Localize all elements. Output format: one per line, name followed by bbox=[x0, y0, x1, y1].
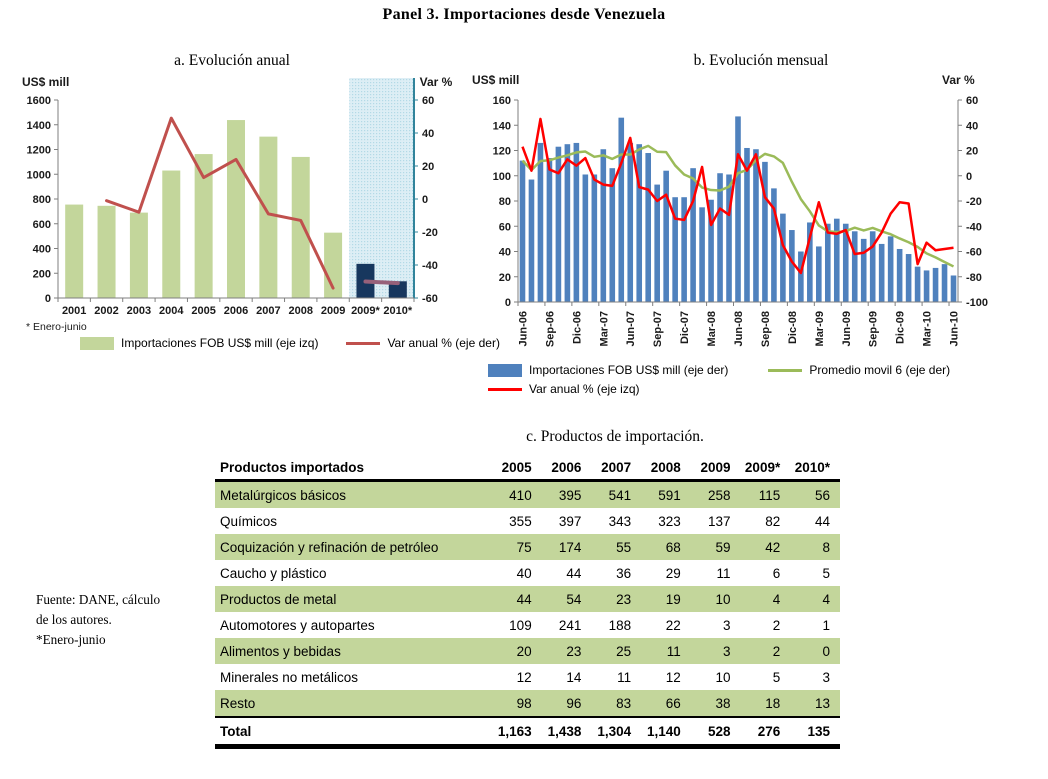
products-table-body bbox=[215, 481, 840, 747]
svg-text:2006: 2006 bbox=[223, 305, 249, 317]
svg-text:20: 20 bbox=[498, 271, 511, 284]
svg-text:60: 60 bbox=[966, 95, 979, 107]
value-cell: 6 bbox=[772, 565, 781, 581]
value-cell: 5 bbox=[822, 565, 830, 581]
svg-text:Jun-10: Jun-10 bbox=[948, 311, 961, 347]
value-cell: 96 bbox=[566, 695, 582, 711]
svg-text:Jun-06: Jun-06 bbox=[517, 311, 530, 347]
value-cell: 528 bbox=[691, 717, 741, 747]
value-cell: 174 bbox=[558, 539, 582, 555]
value-cell: 115 bbox=[758, 487, 781, 503]
svg-text:Dic-08: Dic-08 bbox=[786, 311, 799, 345]
svg-text:-20: -20 bbox=[966, 196, 982, 208]
value-cell: 137 bbox=[707, 513, 731, 529]
legend-label: Var anual % (eje der) bbox=[387, 336, 500, 350]
svg-text:-100: -100 bbox=[966, 297, 989, 309]
svg-text:2010*: 2010* bbox=[383, 305, 413, 317]
product-name-cell: Total bbox=[215, 717, 492, 747]
table-header-cell: 2009* bbox=[741, 456, 791, 481]
svg-text:60: 60 bbox=[498, 221, 511, 234]
value-cell: 1,438 bbox=[542, 717, 592, 747]
value-cell: 40 bbox=[516, 565, 532, 581]
value-cell: 241 bbox=[558, 617, 582, 633]
products-table-head bbox=[215, 456, 840, 481]
svg-text:Mar-10: Mar-10 bbox=[921, 311, 934, 347]
value-cell: 13 bbox=[814, 695, 830, 711]
legend-label: Promedio movil 6 (eje der) bbox=[809, 363, 951, 377]
products-table-title: c. Productos de importación. bbox=[526, 428, 704, 445]
value-cell: 1,140 bbox=[641, 717, 691, 747]
svg-text:160: 160 bbox=[492, 95, 511, 107]
svg-text:Sep-06: Sep-06 bbox=[544, 311, 557, 348]
value-cell: 1,163 bbox=[492, 717, 542, 747]
value-cell: 56 bbox=[814, 487, 830, 503]
legend-label: Importaciones FOB US$ mill (eje der) bbox=[529, 363, 729, 377]
monthly-chart-legend bbox=[488, 363, 950, 396]
table-header-cell: 2008 bbox=[641, 456, 691, 481]
annual-chart-footnote: * Enero-junio bbox=[26, 321, 87, 333]
value-cell: 83 bbox=[616, 695, 632, 711]
legend-label: Var anual % (eje izq) bbox=[529, 382, 640, 396]
value-cell: 2 bbox=[772, 643, 781, 659]
value-cell: 410 bbox=[509, 487, 532, 503]
value-cell: 68 bbox=[665, 539, 681, 555]
source-note-line: *Enero-junio bbox=[36, 631, 106, 647]
svg-text:120: 120 bbox=[492, 145, 511, 158]
value-cell: 23 bbox=[566, 643, 582, 659]
value-cell: 75 bbox=[516, 539, 532, 555]
value-cell: 4 bbox=[822, 591, 830, 607]
value-cell: 82 bbox=[765, 513, 781, 529]
svg-text:-40: -40 bbox=[422, 260, 438, 272]
svg-text:0: 0 bbox=[966, 170, 973, 183]
table-header-cell: 2010* bbox=[790, 456, 840, 481]
svg-text:-40: -40 bbox=[966, 221, 982, 234]
svg-text:Sep-07: Sep-07 bbox=[652, 311, 665, 348]
value-cell: 1,304 bbox=[591, 717, 641, 747]
annual-chart bbox=[6, 72, 458, 322]
value-cell: 2 bbox=[772, 617, 781, 633]
value-cell: 44 bbox=[516, 591, 532, 607]
value-cell: 8 bbox=[822, 539, 830, 555]
value-cell: 98 bbox=[516, 695, 532, 711]
svg-text:200: 200 bbox=[32, 268, 51, 281]
svg-text:Jun-08: Jun-08 bbox=[733, 311, 745, 347]
svg-text:40: 40 bbox=[422, 128, 435, 140]
svg-text:2009*: 2009* bbox=[351, 305, 380, 317]
svg-text:20: 20 bbox=[422, 161, 435, 173]
value-cell: 3 bbox=[723, 617, 731, 633]
svg-text:Jun-07: Jun-07 bbox=[625, 311, 638, 347]
table-row bbox=[215, 560, 840, 586]
monthly-bars bbox=[520, 116, 957, 302]
svg-text:Mar-09: Mar-09 bbox=[813, 311, 826, 347]
product-name-cell: Metalúrgicos básicos bbox=[220, 487, 347, 503]
svg-text:1600: 1600 bbox=[26, 95, 51, 107]
legend-item-moving-average bbox=[768, 363, 950, 377]
line-swatch-icon bbox=[768, 369, 802, 372]
table-row bbox=[215, 664, 840, 690]
value-cell: 541 bbox=[608, 487, 632, 503]
product-name-cell: Automotores y autopartes bbox=[220, 617, 375, 633]
svg-text:Var %: Var % bbox=[942, 73, 975, 87]
value-cell: 12 bbox=[665, 669, 681, 685]
product-name-cell: Caucho y plástico bbox=[220, 565, 327, 581]
svg-text:2002: 2002 bbox=[94, 305, 119, 317]
table-row bbox=[215, 690, 840, 717]
legend-item-imports-monthly bbox=[488, 363, 728, 377]
svg-text:-60: -60 bbox=[422, 293, 438, 305]
legend-item-var-annual bbox=[346, 336, 500, 350]
svg-text:140: 140 bbox=[492, 120, 511, 133]
svg-text:2004: 2004 bbox=[159, 305, 184, 317]
value-cell: 343 bbox=[608, 513, 632, 529]
svg-text:-80: -80 bbox=[966, 271, 982, 284]
table-row bbox=[215, 638, 840, 664]
table-row bbox=[215, 508, 840, 534]
svg-text:Sep-09: Sep-09 bbox=[867, 311, 880, 348]
svg-text:400: 400 bbox=[32, 243, 51, 256]
svg-text:Dic-07: Dic-07 bbox=[679, 311, 692, 345]
var-anual-forecast-line bbox=[365, 282, 397, 284]
value-cell: 14 bbox=[566, 669, 582, 685]
svg-text:Dic-06: Dic-06 bbox=[571, 311, 584, 345]
value-cell: 42 bbox=[765, 539, 781, 555]
value-cell: 10 bbox=[715, 591, 731, 607]
product-name-cell: Minerales no metálicos bbox=[220, 669, 359, 685]
svg-text:2003: 2003 bbox=[126, 305, 152, 317]
legend-item-imports-annual bbox=[80, 336, 318, 350]
table-header-cell: 2006 bbox=[542, 456, 592, 481]
table-row bbox=[215, 612, 840, 638]
value-cell: 3 bbox=[822, 669, 830, 685]
value-cell: 591 bbox=[658, 487, 681, 503]
value-cell: 135 bbox=[790, 717, 840, 747]
table-row bbox=[215, 534, 840, 560]
line-swatch-icon bbox=[346, 342, 380, 345]
legend-item-var-monthly bbox=[488, 382, 640, 396]
table-header-cell: Productos importados bbox=[215, 456, 492, 481]
value-cell: 323 bbox=[658, 513, 681, 529]
svg-text:Mar-07: Mar-07 bbox=[598, 311, 611, 347]
product-name-cell: Alimentos y bebidas bbox=[220, 643, 341, 659]
value-cell: 0 bbox=[822, 643, 830, 659]
svg-text:2009: 2009 bbox=[320, 305, 346, 317]
svg-text:1400: 1400 bbox=[26, 119, 51, 132]
svg-text:0: 0 bbox=[422, 194, 429, 206]
table-header-cell: 2009 bbox=[691, 456, 741, 481]
value-cell: 36 bbox=[616, 565, 632, 581]
value-cell: 54 bbox=[566, 591, 582, 607]
value-cell: 29 bbox=[665, 565, 681, 581]
table-header-cell: 2007 bbox=[591, 456, 641, 481]
source-note-line: Fuente: DANE, cálculo bbox=[36, 592, 161, 607]
page-title: Panel 3. Importaciones desde Venezuela bbox=[382, 6, 666, 23]
value-cell: 395 bbox=[558, 487, 582, 503]
product-name-cell: Químicos bbox=[220, 513, 278, 529]
value-cell: 20 bbox=[516, 643, 532, 659]
value-cell: 5 bbox=[772, 669, 781, 685]
value-cell: 44 bbox=[566, 565, 582, 581]
value-cell: 188 bbox=[608, 617, 632, 633]
value-cell: 355 bbox=[509, 513, 532, 529]
value-cell: 4 bbox=[772, 591, 781, 607]
value-cell: 38 bbox=[715, 695, 731, 711]
svg-text:0: 0 bbox=[44, 293, 51, 305]
table-header-cell: 2005 bbox=[492, 456, 542, 481]
product-name-cell: Coquización y refinación de petróleo bbox=[220, 539, 439, 555]
value-cell: 1 bbox=[822, 617, 830, 633]
line-swatch-icon bbox=[488, 388, 522, 391]
svg-text:1000: 1000 bbox=[26, 169, 51, 182]
product-name-cell: Productos de metal bbox=[220, 591, 337, 607]
monthly-chart-title: b. Evolución mensual bbox=[693, 52, 829, 69]
annual-chart-title: a. Evolución anual bbox=[174, 52, 290, 69]
svg-text:1200: 1200 bbox=[26, 144, 51, 157]
svg-text:Mar-08: Mar-08 bbox=[706, 311, 719, 347]
legend-row bbox=[488, 363, 950, 377]
table-row bbox=[215, 717, 840, 747]
svg-text:40: 40 bbox=[966, 120, 979, 133]
svg-text:2007: 2007 bbox=[256, 305, 281, 317]
value-cell: 23 bbox=[616, 591, 632, 607]
value-cell: 109 bbox=[509, 617, 532, 633]
value-cell: 25 bbox=[616, 643, 632, 659]
svg-text:80: 80 bbox=[498, 196, 511, 208]
value-cell: 276 bbox=[741, 717, 791, 747]
value-cell: 44 bbox=[814, 513, 830, 529]
value-cell: 66 bbox=[665, 695, 681, 711]
value-cell: 11 bbox=[666, 643, 681, 659]
svg-text:Var %: Var % bbox=[419, 75, 453, 89]
annual-chart-legend bbox=[60, 336, 520, 350]
value-cell: 59 bbox=[715, 539, 731, 555]
value-cell: 12 bbox=[516, 669, 532, 685]
value-cell: 11 bbox=[716, 565, 731, 581]
value-cell: 19 bbox=[665, 591, 681, 607]
table-header-row bbox=[215, 456, 840, 481]
svg-text:-20: -20 bbox=[422, 227, 438, 239]
value-cell: 3 bbox=[723, 643, 731, 659]
svg-text:2001: 2001 bbox=[61, 305, 87, 317]
table-row bbox=[215, 481, 840, 509]
svg-text:800: 800 bbox=[32, 194, 51, 206]
svg-text:US$ mill: US$ mill bbox=[22, 75, 70, 89]
svg-text:40: 40 bbox=[498, 246, 511, 259]
value-cell: 258 bbox=[707, 487, 731, 503]
value-cell: 22 bbox=[665, 617, 681, 633]
monthly-chart bbox=[468, 72, 1048, 364]
table-row bbox=[215, 586, 840, 612]
svg-text:2005: 2005 bbox=[191, 305, 216, 317]
legend-label: Importaciones FOB US$ mill (eje izq) bbox=[121, 336, 319, 350]
value-cell: 18 bbox=[765, 695, 781, 711]
value-cell: 55 bbox=[616, 539, 632, 555]
bar-swatch-icon bbox=[488, 364, 522, 377]
products-table bbox=[215, 456, 840, 749]
svg-text:Sep-08: Sep-08 bbox=[759, 311, 772, 348]
svg-text:2008: 2008 bbox=[288, 305, 313, 317]
svg-text:600: 600 bbox=[32, 218, 51, 231]
legend-row bbox=[488, 382, 640, 396]
svg-text:Jun-09: Jun-09 bbox=[840, 311, 853, 347]
bar-swatch-icon bbox=[80, 337, 114, 350]
source-note-line: de los autores. bbox=[36, 611, 112, 627]
svg-text:Dic-09: Dic-09 bbox=[894, 311, 907, 345]
svg-text:-60: -60 bbox=[966, 246, 982, 259]
value-cell: 397 bbox=[558, 513, 582, 529]
svg-text:US$ mill: US$ mill bbox=[472, 73, 520, 87]
source-note bbox=[36, 590, 160, 649]
value-cell: 10 bbox=[715, 669, 731, 685]
svg-text:60: 60 bbox=[422, 95, 435, 107]
product-name-cell: Resto bbox=[220, 695, 256, 711]
svg-text:0: 0 bbox=[504, 297, 511, 309]
svg-text:20: 20 bbox=[966, 145, 979, 158]
value-cell: 11 bbox=[617, 669, 632, 685]
svg-text:100: 100 bbox=[492, 170, 511, 183]
